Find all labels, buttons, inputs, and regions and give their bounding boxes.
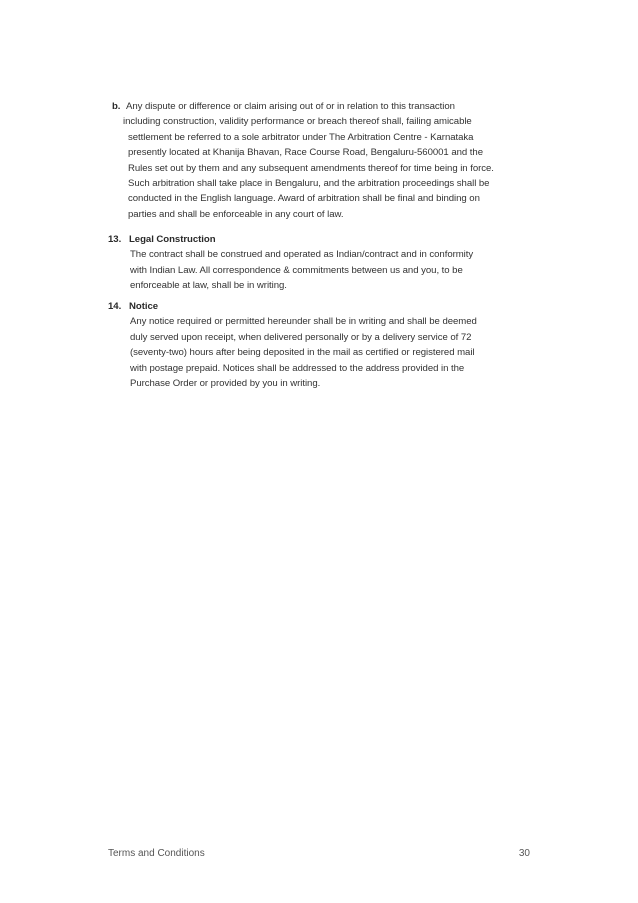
section-line: with Indian Law. All correspondence & commitments between us and you, to be xyxy=(130,264,463,276)
section-line: duly served upon receipt, when delivered personally or by a delivery service of 72 xyxy=(130,331,472,343)
clause-b-line: including construction, validity performance or breach thereof shall, failing amicable xyxy=(123,116,472,128)
section-line: enforceable at law, shall be in writing. xyxy=(130,280,287,292)
section-heading: Legal Construction xyxy=(129,234,216,245)
clause-b-line: settlement be referred to a sole arbitrator under The Arbitration Centre - Karnataka xyxy=(128,131,474,143)
clause-b-line: Rules set out by them and any subsequent amendments thereof for time being in force. xyxy=(128,162,494,174)
page-number: 30 xyxy=(518,848,530,859)
clause-b-line: Any dispute or difference or claim arising out of or in relation to this transaction xyxy=(126,101,455,112)
clause-b-line: Such arbitration shall take place in Bengaluru, and the arbitration proceedings shall be xyxy=(128,178,490,190)
clause-b-line: conducted in the English language. Award of arbitration shall be final and binding on xyxy=(128,193,480,205)
section-heading: Notice xyxy=(129,301,159,312)
section-line: Purchase Order or provided by you in writing. xyxy=(130,378,321,390)
footer-title: Terms and Conditions xyxy=(108,848,205,859)
section-notice xyxy=(108,299,538,391)
section-number: 13. xyxy=(108,234,122,245)
section-line: (seventy-two) hours after being deposited in the mail as certified or registered mail xyxy=(130,347,475,359)
clause-b-line: parties and shall be enforceable in any court of law. xyxy=(128,208,344,220)
section-line: The contract shall be construed and operated as Indian/contract and in conformity xyxy=(130,249,474,261)
section-legal-construction xyxy=(108,232,538,294)
clause-b-line: presently located at Khanija Bhavan, Race Course Road, Bengaluru-560001 and the xyxy=(128,147,483,159)
clause-b xyxy=(112,99,532,222)
clause-b-marker: b. xyxy=(112,101,121,112)
section-line: with postage prepaid. Notices shall be addressed to the address provided in the xyxy=(130,362,465,374)
section-number: 14. xyxy=(108,301,122,312)
section-line: Any notice required or permitted hereunder shall be in writing and shall be deemed xyxy=(130,316,477,328)
